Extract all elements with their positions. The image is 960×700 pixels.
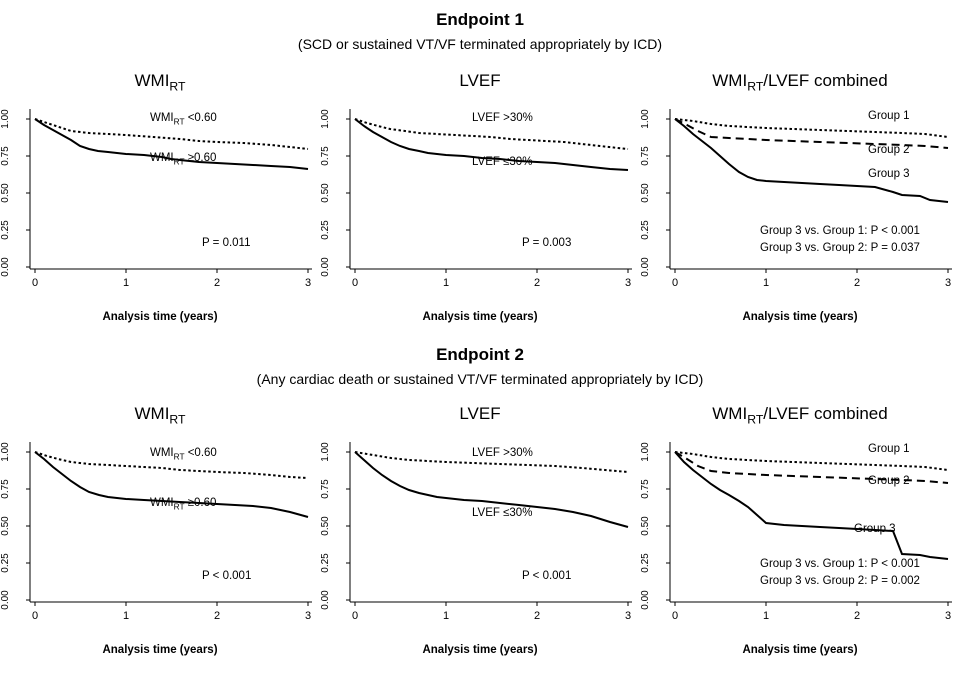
svg-text:3: 3	[304, 277, 312, 289]
svg-text:2: 2	[853, 277, 861, 289]
x-axis-label: Analysis time (years)	[742, 644, 858, 656]
curve-label-wmi-low: $WMI_{RT} <0.60$	[150, 112, 217, 127]
svg-text:0.50: 0.50	[320, 516, 331, 536]
p-value: P < 0.001	[522, 570, 572, 582]
svg-text:2: 2	[213, 277, 221, 289]
svg-text:0.75: 0.75	[320, 146, 331, 166]
p-value-1: Group 3 vs. Group 1: P < 0.001	[760, 225, 920, 237]
svg-text:0: 0	[351, 610, 359, 622]
svg-text:2: 2	[213, 610, 221, 622]
x-axis-label: Analysis time (years)	[742, 311, 858, 323]
endpoint-2-panels	[0, 401, 960, 656]
chart-endpoint2-wmi	[0, 401, 320, 656]
plot-area	[640, 94, 960, 309]
svg-text:3: 3	[944, 277, 952, 289]
x-axis-label: Analysis time (years)	[422, 311, 538, 323]
curve-label-wmi-high: $WMI_{RT} \ge 0.60$	[150, 152, 217, 167]
chart-title-sub: RT	[747, 412, 764, 427]
chart-title-main: WMI	[134, 404, 170, 423]
chart-title-post: /LVEF combined	[763, 404, 888, 423]
plot-area	[320, 94, 640, 309]
svg-text:3: 3	[624, 277, 632, 289]
svg-text:0.75: 0.75	[0, 479, 11, 499]
chart-endpoint1-wmi	[0, 68, 320, 323]
endpoint-2-section	[0, 323, 960, 656]
svg-text:0.25: 0.25	[640, 553, 651, 573]
curve-label-group-2: Group 2	[868, 144, 910, 156]
chart-title-main: LVEF	[459, 71, 501, 90]
chart-endpoint2-combined	[640, 401, 960, 656]
chart-title-sub: RT	[169, 79, 186, 94]
svg-text:1: 1	[442, 610, 450, 622]
curve-label-lvef-low: LVEF ≤30%	[472, 156, 533, 168]
svg-text:0.75: 0.75	[640, 479, 651, 499]
endpoint-1-subtitle: (SCD or sustained VT/VF terminated appropriately by ICD)	[297, 36, 663, 52]
svg-text:1: 1	[122, 610, 130, 622]
svg-text:1.00: 1.00	[320, 442, 331, 462]
svg-text:0: 0	[31, 610, 39, 622]
svg-text:1: 1	[762, 277, 770, 289]
chart-endpoint1-lvef	[320, 68, 640, 323]
svg-text:0.75: 0.75	[640, 146, 651, 166]
svg-text:0.00: 0.00	[0, 590, 11, 610]
svg-text:0.00: 0.00	[320, 257, 331, 277]
p-value-2: Group 3 vs. Group 2: P = 0.002	[760, 575, 920, 587]
chart-title-main: WMI	[712, 71, 748, 90]
svg-text:0.75: 0.75	[0, 146, 11, 166]
svg-text:0.25: 0.25	[640, 220, 651, 240]
svg-text:1.00: 1.00	[640, 109, 651, 129]
curve-label-lvef-high: LVEF >30%	[472, 447, 533, 459]
chart-title-main: LVEF	[459, 404, 501, 423]
curve-label-wmi-high: $WMI_{RT} \ge 0.60$	[150, 497, 217, 512]
curve-label-wmi-low: $WMI_{RT} <0.60$	[150, 447, 217, 462]
chart-title-sub: RT	[169, 412, 186, 427]
curve-label-group-3: Group 3	[868, 168, 910, 180]
chart-title	[320, 68, 640, 94]
svg-text:0.50: 0.50	[320, 183, 331, 203]
plot-area	[0, 427, 320, 642]
svg-text:3: 3	[944, 610, 952, 622]
chart-title	[640, 68, 960, 94]
svg-text:0.25: 0.25	[0, 553, 11, 573]
svg-text:0.25: 0.25	[0, 220, 11, 240]
curve-label-group-1: Group 1	[868, 110, 910, 122]
plot-area	[640, 427, 960, 642]
curve-label-lvef-high: LVEF >30%	[472, 112, 533, 124]
chart-endpoint1-combined	[640, 68, 960, 323]
svg-text:1.00: 1.00	[0, 442, 11, 462]
svg-text:3: 3	[304, 610, 312, 622]
plot-area	[0, 94, 320, 309]
chart-title	[320, 401, 640, 427]
p-value: P < 0.001	[202, 570, 252, 582]
svg-text:1: 1	[762, 610, 770, 622]
x-axis-label: Analysis time (years)	[422, 644, 538, 656]
svg-text:0.50: 0.50	[0, 516, 11, 536]
svg-text:0.50: 0.50	[640, 516, 651, 536]
svg-text:0.50: 0.50	[0, 183, 11, 203]
svg-text:0: 0	[671, 277, 679, 289]
curve-label-group-2: Group 2	[868, 475, 910, 487]
curve-label-lvef-low: LVEF ≤30%	[472, 507, 533, 519]
svg-text:3: 3	[624, 610, 632, 622]
chart-title-main: WMI	[712, 404, 748, 423]
svg-text:0.75: 0.75	[320, 479, 331, 499]
curve-label-group-3: Group 3	[854, 523, 896, 535]
curve-label-group-1: Group 1	[868, 443, 910, 455]
svg-text:1: 1	[122, 277, 130, 289]
p-value-1: Group 3 vs. Group 1: P < 0.001	[760, 558, 920, 570]
svg-text:2: 2	[853, 610, 861, 622]
svg-text:0.00: 0.00	[320, 590, 331, 610]
svg-text:0: 0	[671, 610, 679, 622]
chart-title-main: WMI	[134, 71, 170, 90]
plot-area	[320, 427, 640, 642]
p-value: P = 0.011	[202, 237, 251, 249]
svg-text:0: 0	[31, 277, 39, 289]
svg-text:0.50: 0.50	[640, 183, 651, 203]
endpoint-2-subtitle: (Any cardiac death or sustained VT/VF terminated appropriately by ICD)	[256, 371, 704, 387]
svg-text:2: 2	[533, 277, 541, 289]
endpoint-1-title: Endpoint 1	[436, 10, 524, 29]
svg-text:1.00: 1.00	[0, 109, 11, 129]
chart-title-post: /LVEF combined	[763, 71, 888, 90]
p-value-2: Group 3 vs. Group 2: P = 0.037	[760, 242, 920, 254]
chart-endpoint2-lvef	[320, 401, 640, 656]
svg-text:1.00: 1.00	[320, 109, 331, 129]
chart-title	[640, 401, 960, 427]
x-axis-label: Analysis time (years)	[102, 311, 218, 323]
chart-title-sub: RT	[747, 79, 764, 94]
svg-text:1.00: 1.00	[640, 442, 651, 462]
endpoint-1-section	[0, 0, 960, 323]
svg-text:0.00: 0.00	[640, 257, 651, 277]
svg-text:1: 1	[442, 277, 450, 289]
x-axis-label: Analysis time (years)	[102, 644, 218, 656]
svg-text:0.25: 0.25	[320, 553, 331, 573]
endpoint-2-title: Endpoint 2	[436, 345, 524, 364]
svg-text:2: 2	[533, 610, 541, 622]
svg-text:0.00: 0.00	[0, 257, 11, 277]
svg-text:0: 0	[351, 277, 359, 289]
svg-text:0.25: 0.25	[320, 220, 331, 240]
endpoint-1-panels	[0, 68, 960, 323]
chart-title	[0, 401, 320, 427]
svg-text:0.00: 0.00	[640, 590, 651, 610]
chart-title	[0, 68, 320, 94]
p-value: P = 0.003	[522, 237, 572, 249]
